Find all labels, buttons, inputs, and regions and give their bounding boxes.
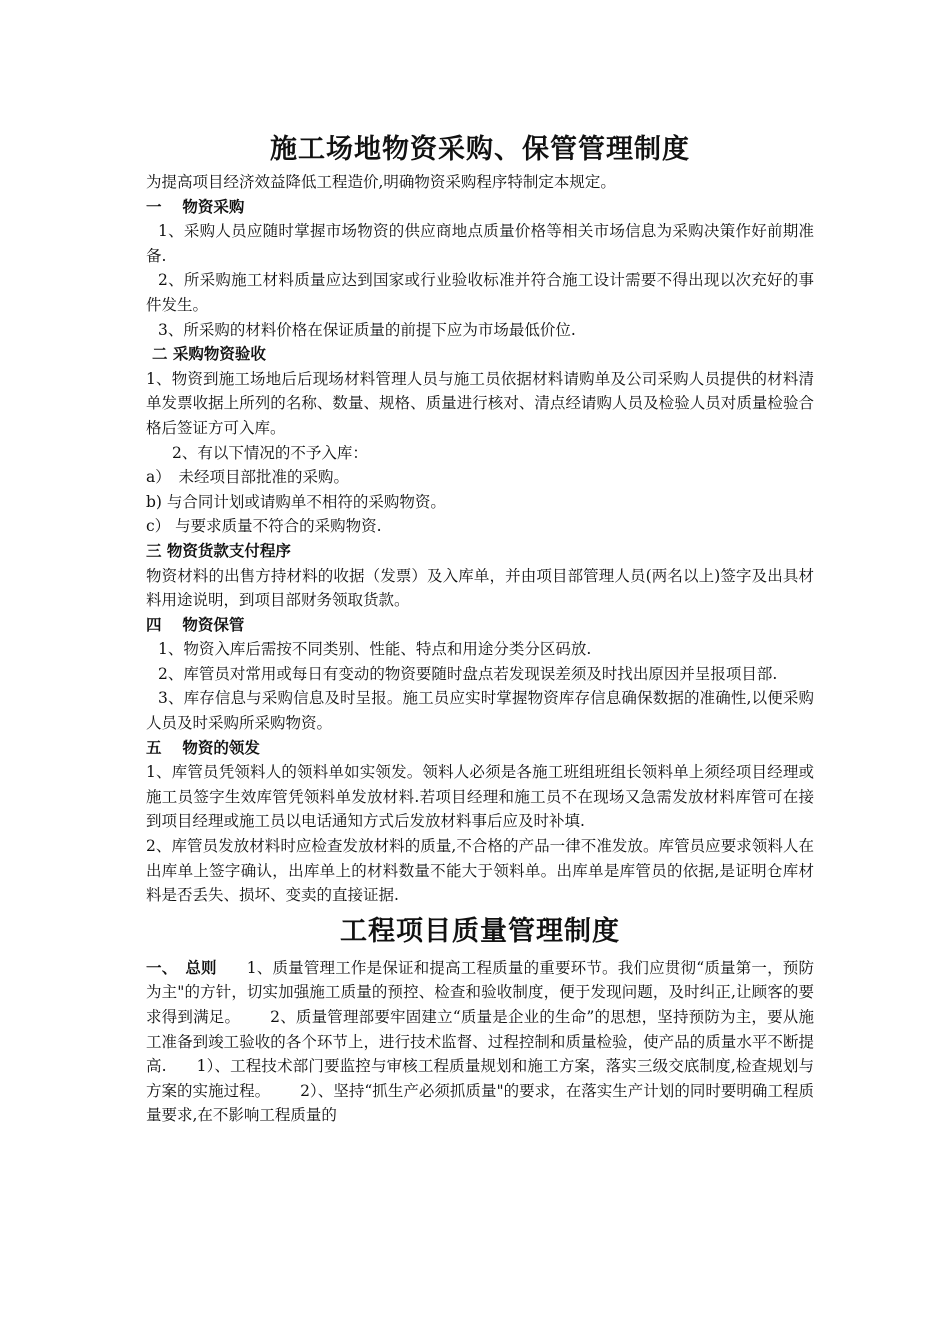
paragraph-text: 1）、工程技术部门要监控与审核工程质量规划和施工方案，落实三级交底制度,检查规划与方案的实施过程。 — [146, 1057, 814, 1100]
section-heading-payment: 三 物资货款支付程序 — [146, 541, 291, 560]
paragraph-text: 2）、坚持“抓生产必须抓质量"的要求，在落实生产计划的同时要明确工程质量要求,在不影响工程质量的 — [146, 1081, 814, 1125]
paragraph: 2、有以下情况的不予入库： — [172, 443, 368, 462]
paragraph: 物资材料的出售方持材料的收据（发票）及入库单，并由项目部管理人员(两名以上)签字及出具材料用途说明，到项目部财务领取货款。 — [146, 566, 814, 610]
section-heading-storage: 四 物资保管 — [146, 615, 245, 634]
section-heading-procurement: 一 物资采购 — [146, 197, 245, 216]
intro-paragraph: 为提高项目经济效益降低工程造价,明确物资采购程序特制定本规定。 — [146, 173, 616, 191]
paragraph: 1、物资入库后需按不同类别、性能、特点和用途分类分区码放. — [158, 640, 592, 659]
section-heading-issuance: 五 物资的领发 — [146, 738, 260, 757]
general-paragraph — [146, 956, 814, 1128]
paragraph: 1、采购人员应随时掌握市场物资的供应商地点质量价格等相关市场信息为采购决策作好前期准备. — [146, 222, 814, 265]
list-item: c） 与要求质量不符合的采购物资. — [146, 517, 382, 536]
section-heading-acceptance: 二 采购物资验收 — [152, 345, 266, 364]
paragraph-text: 1、质量管理工作是保证和提高工程质量的重要环节。我们应贯彻“质量第一，预防为主"的方针，切实加强施工质量的预控、检查和验收制度，便于发现问题，及时纠正,让顾客的要求得到满足。 — [146, 958, 814, 1026]
paragraph: 1、库管员凭领料人的领料单如实领发。领料人必须是各施工班组班组长领料单上须经项目经理或施工员签字生效库管凭领料单发放材料.若项目经理和施工员不在现场又急需发放材料库管可在接到项目经理或施工员以电话通知方式后发放材料事后应及时补填. — [146, 763, 814, 831]
paragraph: 2、所采购施工材料质量应达到国家或行业验收标准并符合施工设计需要不得出现以次充好的事件发生。 — [146, 271, 814, 314]
paragraph: 3、所采购的材料价格在保证质量的前提下应为市场最低价位. — [158, 320, 576, 339]
document-title-2: 工程项目质量管理制度 — [340, 915, 620, 947]
list-item: b) 与合同计划或请购单不相符的采购物资。 — [146, 492, 446, 511]
list-item: a） 未经项目部批准的采购。 — [146, 468, 349, 487]
paragraph: 2、库管员发放材料时应检查发放材料的质量,不合格的产品一律不准发放。库管员应要求领料人在出库单上签字确认，出库单上的材料数量不能大于领料单。出库单是库管员的依据,是证明仓库材料是否丢失、损坏、变卖的直接证据. — [146, 837, 814, 905]
document-title: 施工场地物资采购、保管管理制度 — [270, 134, 690, 165]
section-heading-general: 一、 总则 — [146, 958, 217, 977]
paragraph: 1、物资到施工场地后后现场材料管理人员与施工员依据材料请购单及公司采购人员提供的材料清单发票收据上所列的名称、数量、规格、质量进行核对、清点经请购人员及检验人员对质量检验合格后签证方可入库。 — [146, 369, 814, 437]
paragraph: 3、库存信息与采购信息及时呈报。施工员应实时掌握物资库存信息确保数据的准确性,以便采购人员及时采购所采购物资。 — [146, 689, 814, 733]
paragraph: 2、库管员对常用或每日有变动的物资要随时盘点若发现误差须及时找出原因并呈报项目部. — [158, 664, 778, 683]
document-page — [146, 130, 814, 1128]
paragraph-text: 2、质量管理部要牢固建立“质量是企业的生命”的思想，坚持预防为主，要从施工准备到竣工验收的各个环节上，进行技术监督、过程控制和质量检验，使产品的质量水平不断提高. — [146, 1008, 814, 1076]
